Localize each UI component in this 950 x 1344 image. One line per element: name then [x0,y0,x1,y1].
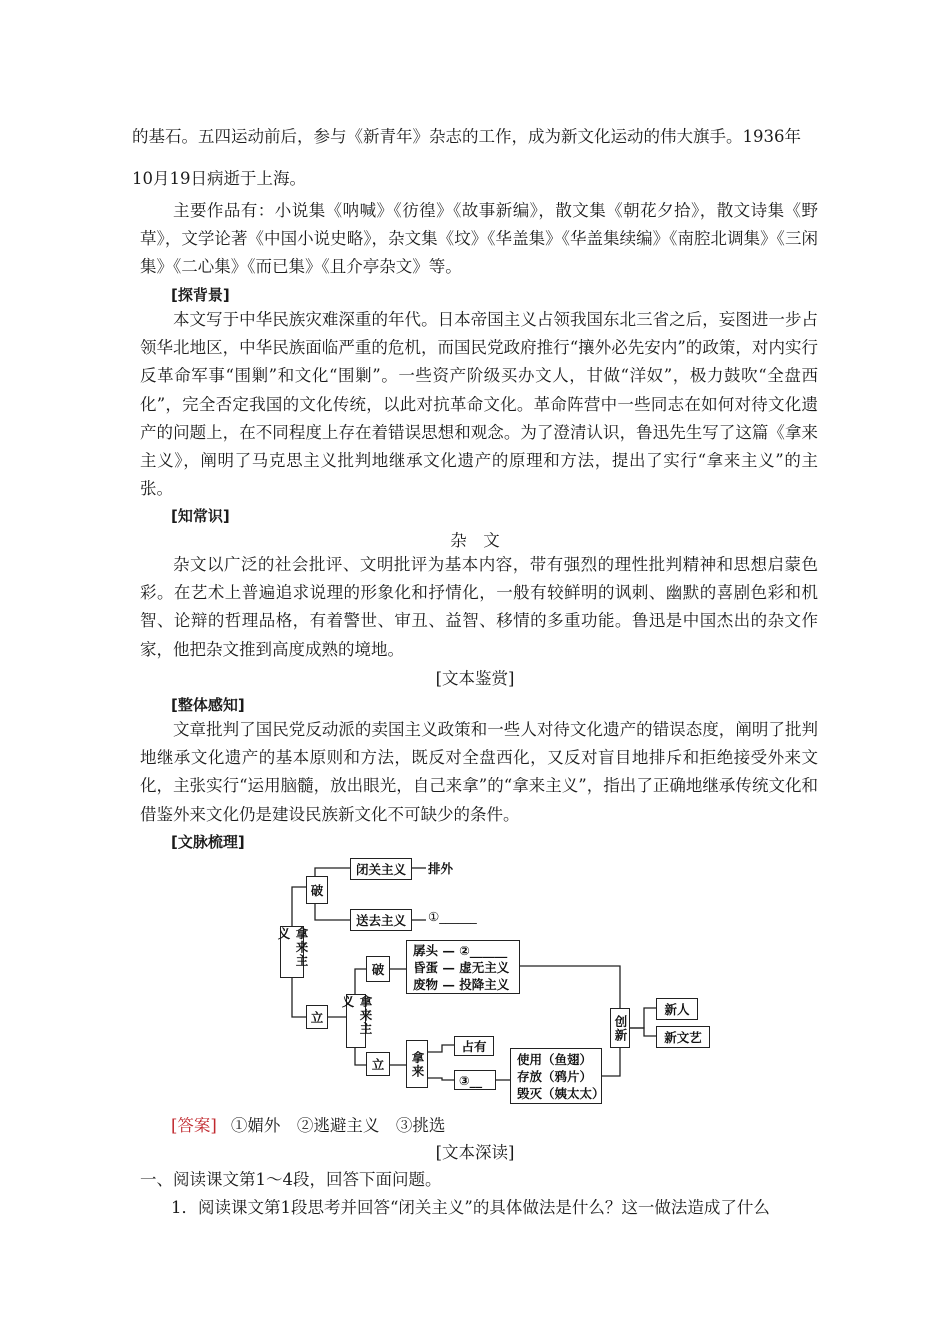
diagram-blank1-label: ①______ [428,909,477,924]
structure-diagram [270,852,730,1112]
question-1: 1．阅读课文第1段思考并回答“闭关主义”的具体做法是什么？这一做法造成了什么 [171,1198,770,1217]
diagram-li2-box: 立 [366,1052,390,1076]
diagram-po-items-box [406,940,520,994]
background-paragraph: 本文写于中华民族灾难深重的年代。日本帝国主义占领我国东北三省之后，妄图进一步占领华北地区，中华民族面临严重的危机，而国民党政府推行“攘外必先安内”的政策，对内实行反革命军事“围剿”和文化“围剿”。一些资产阶级买办文人，甘做“洋奴”，极力鼓吹“全盘西化”，完全否定我国的文化传统，以此对抗革命文化。革命阵营中一些同志在如何对待文化遗产的问题上，在不同程度上存在着错误思想和观念。为了澄清认识，鲁迅先生写了这篇《拿来主义》，阐明了马克思主义批判地继承文化遗产的原理和方法，提出了实行“拿来主义”的主张。 [140,310,818,499]
li-item: 毁灭（姨太太） [517,1085,605,1101]
answer-line [171,1113,445,1139]
answer-label: [答案] [171,1116,217,1135]
diagram-xinren-box: 新人 [656,998,698,1020]
diagram-li-box: 立 [306,1005,328,1029]
appreciation-header: [文本鉴赏] [435,669,515,688]
diagram-chuangxin-box: 创新 [610,1008,630,1048]
diagram-li-items-box [510,1048,605,1104]
diagram-blank3-box: ③__ [454,1070,496,1090]
diagram-xinwenyi-box: 新文艺 [656,1026,710,1048]
diagram-root-box: 拿来主义 [280,926,304,978]
diagram-songqu-box: 送去主义 [350,909,412,931]
diagram-po-box: 破 [306,876,328,904]
background-tag: [探背景] [171,286,230,304]
overall-paragraph: 文章批判了国民党反动派的卖国主义政策和一些人对待文化遗产的错误态度，阐明了批判地继承文化遗产的基本原则和方法，既反对全盘西化，又反对盲目地排斥和拒绝接受外来文化，主张实行“运用脑髓，放出眼光，自己来拿”的“拿来主义”，指出了正确地继承传统文化和借鉴外来文化仍是建设民族新文化不可缺少的条件。 [140,720,818,824]
li-item: 使用（鱼翅） [517,1051,593,1067]
answer-text: ①媚外 ②逃避主义 ③挑选 [230,1116,446,1135]
diagram-biguan-box: 闭关主义 [350,858,412,880]
diagram-po2-box: 破 [366,956,390,982]
structure-tag: [文脉梳理] [171,833,245,851]
po-item: 孱头 — ②______ [413,942,508,958]
li-item: 存放（鸦片） [517,1068,593,1084]
diagram-nalai2-box: 拿来主义 [346,994,366,1048]
knowledge-title: 杂 文 [450,531,500,550]
diagram-paiwai-label: 排外 [428,861,454,876]
po-item: 废物 — 投降主义 [413,976,510,992]
diagram-nalai3-box: 拿来 [406,1040,428,1088]
intro-line-2: 10月19日病逝于上海。 [132,169,306,188]
intro-line-1: 的基石。五四运动前后，参与《新青年》杂志的工作，成为新文化运动的伟大旗手。1936年 [132,127,801,146]
question-section: 一、阅读课文第1～4段，回答下面问题。 [140,1170,442,1189]
knowledge-paragraph: 杂文以广泛的社会批评、文明批评为基本内容，带有强烈的理性批判精神和思想启蒙色彩。在艺术上普遍追求说理的形象化和抒情化，一般有较鲜明的讽刺、幽默的喜剧色彩和机智、论辩的哲理品格，有着警世、审丑、益智、移情的多重功能。鲁迅是中国杰出的杂文作家，他把杂文推到高度成熟的境地。 [140,555,818,659]
knowledge-tag: [知常识] [171,507,230,525]
deep-reading-header: [文本深读] [435,1143,515,1162]
works-paragraph: 主要作品有：小说集《呐喊》《彷徨》《故事新编》，散文集《朝花夕拾》，散文诗集《野草》，文学论著《中国小说史略》，杂文集《坟》《华盖集》《华盖集续编》《南腔北调集》《三闲集》《二心集》《而已集》《且介亭杂文》等。 [140,201,818,277]
diagram-zhanyou-box: 占有 [454,1036,494,1056]
overall-tag: [整体感知] [171,696,245,714]
po-item: 昏蛋 — 虚无主义 [413,959,510,975]
